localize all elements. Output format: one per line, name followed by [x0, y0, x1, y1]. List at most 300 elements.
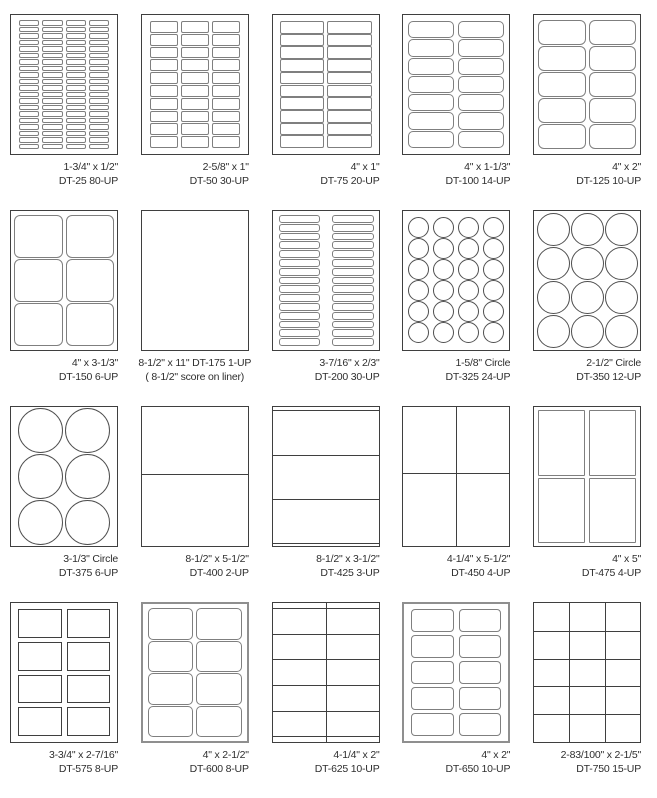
circle-outline — [605, 281, 638, 314]
sheet-preview — [402, 14, 510, 155]
caption — [402, 553, 510, 580]
label-outline — [42, 118, 62, 124]
label-outline — [66, 259, 115, 302]
label-outline — [181, 59, 209, 71]
label-outline — [19, 144, 39, 150]
caption — [533, 161, 641, 188]
label-outline — [589, 124, 637, 149]
label-outline — [66, 33, 86, 39]
circle-outline — [483, 259, 504, 280]
divider-line — [456, 407, 457, 546]
label-outline — [327, 34, 372, 47]
circle-outline — [537, 213, 570, 246]
product-card — [138, 210, 272, 406]
caption — [10, 553, 118, 580]
caption — [10, 161, 118, 188]
product-card — [402, 210, 533, 406]
label-outline — [408, 21, 454, 38]
label-outline — [14, 215, 63, 258]
circle-outline — [605, 213, 638, 246]
size-caption: 1-5/8" Circle — [455, 357, 511, 369]
size-caption: 4" x 2" — [612, 161, 641, 173]
label-outline — [89, 59, 109, 65]
label-outline — [89, 85, 109, 91]
size-caption: 3-1/3" Circle — [63, 553, 118, 565]
product-card — [10, 210, 141, 406]
circle-outline — [433, 301, 454, 322]
label-outline — [411, 687, 454, 710]
circle-outline — [605, 247, 638, 280]
caption — [10, 749, 118, 776]
circle-outline — [433, 280, 454, 301]
label-outline — [42, 59, 62, 65]
label-outline — [42, 98, 62, 104]
label-outline — [42, 92, 62, 98]
divider-line — [534, 631, 640, 632]
divider-line — [534, 659, 640, 660]
circle-outline — [408, 322, 429, 343]
caption — [272, 161, 380, 188]
label-outline — [279, 294, 321, 302]
label-outline — [212, 34, 240, 46]
label-outline — [279, 312, 321, 320]
label-outline — [42, 27, 62, 33]
label-outline — [42, 124, 62, 130]
code-caption: ( 8-1/2" score on liner) — [145, 370, 245, 383]
label-outline — [42, 72, 62, 78]
label-outline — [327, 59, 372, 72]
label-outline — [67, 675, 111, 704]
caption — [10, 357, 118, 384]
code-caption: DT-375 6-UP — [58, 566, 118, 579]
label-outline — [89, 79, 109, 85]
sheet-preview — [10, 406, 118, 547]
size-caption: 2-1/2" Circle — [586, 357, 641, 369]
sheet-preview — [402, 602, 510, 743]
circle-outline — [65, 500, 110, 545]
label-outline — [67, 609, 111, 638]
label-outline — [66, 215, 115, 258]
sheet-preview — [10, 602, 118, 743]
code-caption: DT-600 8-UP — [189, 762, 249, 775]
caption — [272, 749, 380, 776]
label-outline — [327, 85, 372, 98]
circle-outline — [483, 322, 504, 343]
circle-outline — [537, 247, 570, 280]
code-caption: DT-100 14-UP — [445, 174, 511, 187]
circle-outline — [408, 238, 429, 259]
label-outline — [89, 144, 109, 150]
label-outline — [332, 329, 374, 337]
label-outline — [196, 608, 242, 640]
label-outline — [150, 136, 178, 148]
label-outline — [66, 124, 86, 130]
size-caption: 3-3/4" x 2-7/16" — [48, 749, 118, 761]
divider-line — [534, 686, 640, 687]
label-outline — [89, 137, 109, 143]
code-caption: DT-575 8-UP — [58, 762, 118, 775]
sheet-preview — [272, 14, 380, 155]
product-card — [141, 406, 272, 602]
label-outline — [66, 118, 86, 124]
label-outline — [332, 215, 374, 223]
circle-outline — [408, 217, 429, 238]
label-outline — [14, 303, 63, 346]
label-outline — [42, 40, 62, 46]
circle-outline — [433, 238, 454, 259]
label-outline — [279, 285, 321, 293]
label-outline — [19, 105, 39, 111]
code-caption: DT-400 2-UP — [189, 566, 249, 579]
label-outline — [327, 72, 372, 85]
label-outline — [411, 713, 454, 736]
label-outline — [408, 94, 454, 111]
label-outline — [280, 97, 325, 110]
label-outline — [150, 85, 178, 97]
divider-line — [605, 603, 606, 742]
code-caption: DT-150 6-UP — [58, 370, 118, 383]
label-outline — [42, 137, 62, 143]
label-outline — [212, 136, 240, 148]
label-outline — [332, 224, 374, 232]
label-outline — [589, 98, 637, 123]
label-outline — [279, 224, 321, 232]
label-outline — [181, 47, 209, 59]
label-outline — [181, 21, 209, 33]
sheet-preview — [533, 602, 641, 743]
label-outline — [212, 111, 240, 123]
label-outline — [280, 85, 325, 98]
divider-line — [326, 603, 327, 742]
label-outline — [589, 46, 637, 71]
label-outline — [150, 59, 178, 71]
label-outline — [42, 105, 62, 111]
label-outline — [19, 124, 39, 130]
label-outline — [19, 27, 39, 33]
size-caption: 4-1/4" x 2" — [333, 749, 380, 761]
size-caption: 4" x 5" — [612, 553, 641, 565]
label-outline — [89, 72, 109, 78]
label-outline — [42, 111, 62, 117]
label-outline — [66, 303, 115, 346]
size-caption: 2-5/8" x 1" — [202, 161, 249, 173]
caption — [533, 357, 641, 384]
label-outline — [42, 33, 62, 39]
label-outline — [589, 20, 637, 45]
circle-outline — [483, 217, 504, 238]
circle-outline — [18, 408, 63, 453]
label-outline — [332, 241, 374, 249]
code-caption: DT-350 12-UP — [576, 370, 641, 383]
label-outline — [332, 233, 374, 241]
label-outline — [89, 40, 109, 46]
label-outline — [148, 641, 194, 673]
caption — [141, 749, 249, 776]
label-outline — [89, 66, 109, 72]
size-caption: 8-1/2" x 5-1/2" — [185, 553, 249, 565]
product-card — [272, 14, 403, 210]
label-outline — [280, 59, 325, 72]
circle-outline — [571, 213, 604, 246]
size-caption: 4" x 1-1/3" — [464, 161, 511, 173]
label-outline — [279, 259, 321, 267]
caption — [533, 749, 641, 776]
sheet-preview — [402, 210, 510, 351]
label-outline — [279, 277, 321, 285]
caption — [138, 357, 252, 384]
sheet-preview — [272, 406, 380, 547]
circle-outline — [18, 454, 63, 499]
circle-outline — [458, 322, 479, 343]
label-outline — [19, 85, 39, 91]
label-outline — [66, 72, 86, 78]
label-outline — [212, 59, 240, 71]
divider-line — [534, 714, 640, 715]
label-outline — [66, 137, 86, 143]
label-outline — [181, 111, 209, 123]
label-outline — [327, 97, 372, 110]
label-outline — [42, 66, 62, 72]
label-outline — [18, 675, 62, 704]
label-outline — [408, 39, 454, 56]
label-outline — [19, 72, 39, 78]
label-outline — [19, 33, 39, 39]
label-outline — [332, 338, 374, 346]
label-outline — [19, 59, 39, 65]
code-caption: DT-25 80-UP — [58, 174, 118, 187]
label-outline — [42, 85, 62, 91]
label-outline — [19, 92, 39, 98]
label-outline — [459, 609, 502, 632]
label-outline — [589, 410, 636, 476]
label-outline — [42, 46, 62, 52]
label-outline — [66, 144, 86, 150]
circle-outline — [65, 454, 110, 499]
caption — [141, 553, 249, 580]
circle-outline — [458, 301, 479, 322]
label-outline — [66, 20, 86, 26]
label-outline — [212, 98, 240, 110]
divider-line — [569, 603, 570, 742]
circle-outline — [483, 280, 504, 301]
label-outline — [66, 66, 86, 72]
sheet-preview — [533, 210, 641, 351]
label-outline — [150, 21, 178, 33]
size-caption: 8-1/2" x 11" DT-175 1-UP — [138, 357, 252, 369]
code-caption: DT-450 4-UP — [451, 566, 511, 579]
label-outline — [67, 707, 111, 736]
label-outline — [280, 34, 325, 47]
label-outline — [89, 118, 109, 124]
label-outline — [18, 609, 62, 638]
label-outline — [66, 85, 86, 91]
caption — [402, 161, 510, 188]
circle-outline — [408, 259, 429, 280]
label-outline — [332, 303, 374, 311]
label-outline — [408, 58, 454, 75]
label-outline — [411, 635, 454, 658]
label-outline — [89, 124, 109, 130]
circle-outline — [458, 238, 479, 259]
sheet-preview — [141, 406, 249, 547]
label-outline — [280, 21, 325, 34]
code-caption: DT-325 24-UP — [445, 370, 511, 383]
sheet-preview — [402, 406, 510, 547]
product-card — [533, 210, 657, 406]
label-outline — [19, 118, 39, 124]
label-outline — [279, 233, 321, 241]
product-card — [10, 14, 141, 210]
circle-outline — [408, 301, 429, 322]
label-outline — [19, 46, 39, 52]
circle-outline — [537, 281, 570, 314]
circle-outline — [537, 315, 570, 348]
label-outline — [538, 98, 586, 123]
code-caption: DT-475 4-UP — [581, 566, 641, 579]
label-outline — [150, 98, 178, 110]
label-outline — [66, 46, 86, 52]
label-outline — [458, 131, 504, 148]
label-outline — [538, 72, 586, 97]
label-outline — [280, 110, 325, 123]
label-outline — [279, 268, 321, 276]
caption — [272, 553, 380, 580]
label-outline — [66, 111, 86, 117]
label-outline — [280, 135, 325, 148]
label-outline — [327, 46, 372, 59]
label-outline — [332, 268, 374, 276]
circle-outline — [458, 280, 479, 301]
label-outline — [19, 111, 39, 117]
sheet-preview — [272, 210, 380, 351]
divider-line — [273, 455, 379, 456]
label-outline — [411, 661, 454, 684]
label-outline — [212, 21, 240, 33]
label-outline — [42, 131, 62, 137]
label-outline — [589, 72, 637, 97]
product-card — [141, 602, 272, 798]
label-outline — [280, 123, 325, 136]
label-outline — [538, 46, 586, 71]
label-outline — [332, 321, 374, 329]
label-outline — [19, 40, 39, 46]
label-outline — [89, 53, 109, 59]
product-card — [402, 602, 533, 798]
sheet-preview — [141, 602, 249, 743]
label-outline — [19, 66, 39, 72]
label-outline — [67, 642, 111, 671]
label-outline — [148, 706, 194, 738]
label-outline — [280, 72, 325, 85]
code-caption: DT-650 10-UP — [445, 762, 511, 775]
circle-outline — [571, 281, 604, 314]
label-outline — [411, 609, 454, 632]
label-outline — [458, 39, 504, 56]
sheet-preview — [141, 210, 249, 351]
label-outline — [89, 46, 109, 52]
label-outline — [538, 410, 585, 476]
label-outline — [332, 277, 374, 285]
label-outline — [89, 92, 109, 98]
size-caption: 4" x 2-1/2" — [202, 749, 249, 761]
label-outline — [66, 98, 86, 104]
label-outline — [327, 21, 372, 34]
code-caption: DT-75 20-UP — [320, 174, 380, 187]
label-outline — [458, 21, 504, 38]
label-outline — [19, 20, 39, 26]
label-outline — [181, 85, 209, 97]
sheet-preview — [141, 14, 249, 155]
label-outline — [150, 111, 178, 123]
caption — [402, 749, 510, 776]
label-outline — [42, 79, 62, 85]
product-card — [141, 14, 272, 210]
label-outline — [181, 136, 209, 148]
label-outline — [89, 33, 109, 39]
label-outline — [42, 20, 62, 26]
code-caption: DT-200 30-UP — [314, 370, 380, 383]
size-caption: 2-83/100" x 2-1/5" — [560, 749, 641, 761]
sheet-preview — [272, 602, 380, 743]
label-outline — [19, 79, 39, 85]
label-outline — [408, 112, 454, 129]
sheet-preview — [533, 14, 641, 155]
product-card — [272, 406, 403, 602]
label-outline — [280, 46, 325, 59]
divider-line — [142, 474, 248, 475]
label-outline — [196, 706, 242, 738]
size-caption: 4-1/4" x 5-1/2" — [446, 553, 511, 565]
label-outline — [42, 144, 62, 150]
caption — [533, 553, 641, 580]
label-outline — [66, 27, 86, 33]
size-caption: 3-7/16" x 2/3" — [319, 357, 380, 369]
sheet-preview — [533, 406, 641, 547]
circle-outline — [18, 500, 63, 545]
circle-outline — [571, 247, 604, 280]
label-outline — [66, 79, 86, 85]
label-outline — [150, 34, 178, 46]
caption — [402, 357, 510, 384]
label-outline — [181, 98, 209, 110]
label-outline — [148, 608, 194, 640]
label-outline — [212, 85, 240, 97]
label-outline — [279, 250, 321, 258]
circle-outline — [483, 238, 504, 259]
label-outline — [538, 20, 586, 45]
label-outline — [538, 124, 586, 149]
label-outline — [458, 58, 504, 75]
label-outline — [458, 94, 504, 111]
product-card — [272, 210, 403, 406]
code-caption: DT-750 15-UP — [576, 762, 641, 775]
product-card — [402, 406, 533, 602]
label-outline — [212, 123, 240, 135]
label-outline — [332, 285, 374, 293]
label-outline — [408, 131, 454, 148]
product-card — [533, 602, 657, 798]
code-caption: DT-125 10-UP — [576, 174, 641, 187]
label-outline — [150, 123, 178, 135]
product-card — [533, 406, 657, 602]
size-caption: 8-1/2" x 3-1/2" — [316, 553, 380, 565]
product-card — [533, 14, 657, 210]
label-outline — [66, 59, 86, 65]
label-outline — [19, 137, 39, 143]
circle-outline — [433, 259, 454, 280]
label-outline — [19, 98, 39, 104]
label-outline — [89, 98, 109, 104]
